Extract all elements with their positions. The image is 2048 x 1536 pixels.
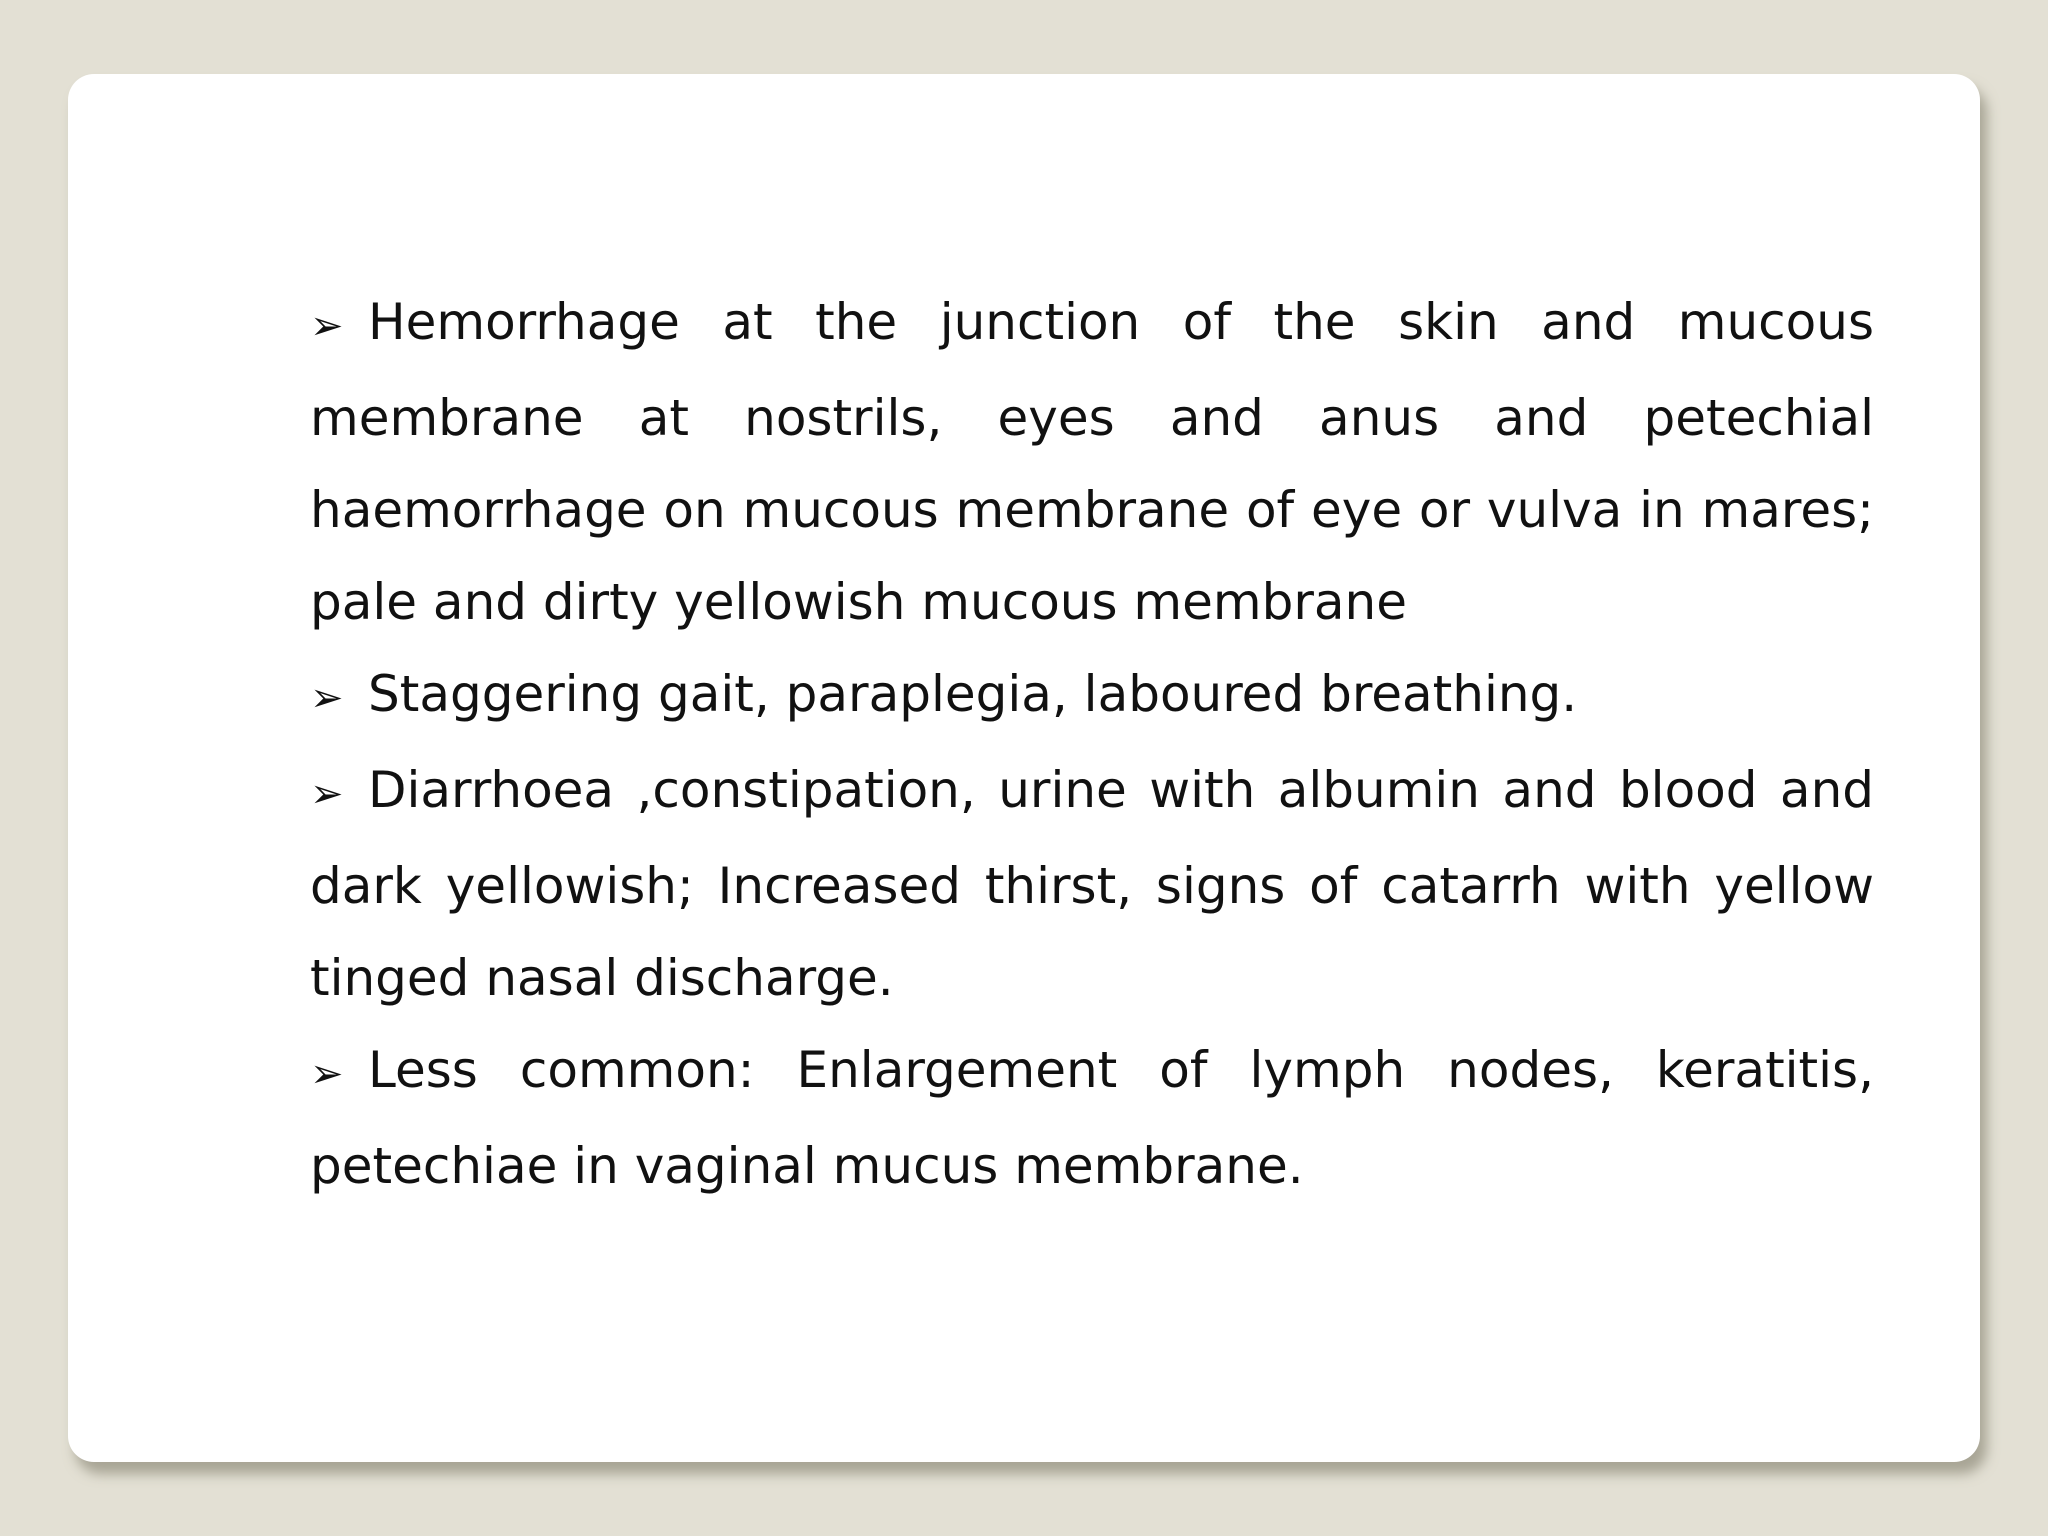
bullet-text: Staggering gait, paraplegia, laboured breathing. [368, 665, 1578, 723]
bullet-list [310, 276, 1874, 1212]
arrow-bullet-icon: ➢ [310, 303, 344, 349]
bullet-item [310, 276, 1874, 648]
bullet-item [310, 1024, 1874, 1212]
bullet-text: Diarrhoea ,constipation, urine with albumin and blood and dark yellowish; Increased thirst, signs of catarrh with yellow tinged nasal discharge. [310, 761, 1874, 1007]
arrow-bullet-icon: ➢ [310, 771, 344, 817]
arrow-bullet-icon: ➢ [310, 675, 344, 721]
bullet-text: Hemorrhage at the junction of the skin and mucous membrane at nostrils, eyes and anus and petechial haemorrhage on mucous membrane of eye or vulva in mares; pale and dirty yellowish mucous membrane [310, 293, 1874, 631]
bullet-text: Less common: Enlargement of lymph nodes, keratitis, petechiae in vaginal mucus membrane. [310, 1041, 1874, 1195]
bullet-item [310, 648, 1874, 744]
bullet-item [310, 744, 1874, 1024]
arrow-bullet-icon: ➢ [310, 1051, 344, 1097]
